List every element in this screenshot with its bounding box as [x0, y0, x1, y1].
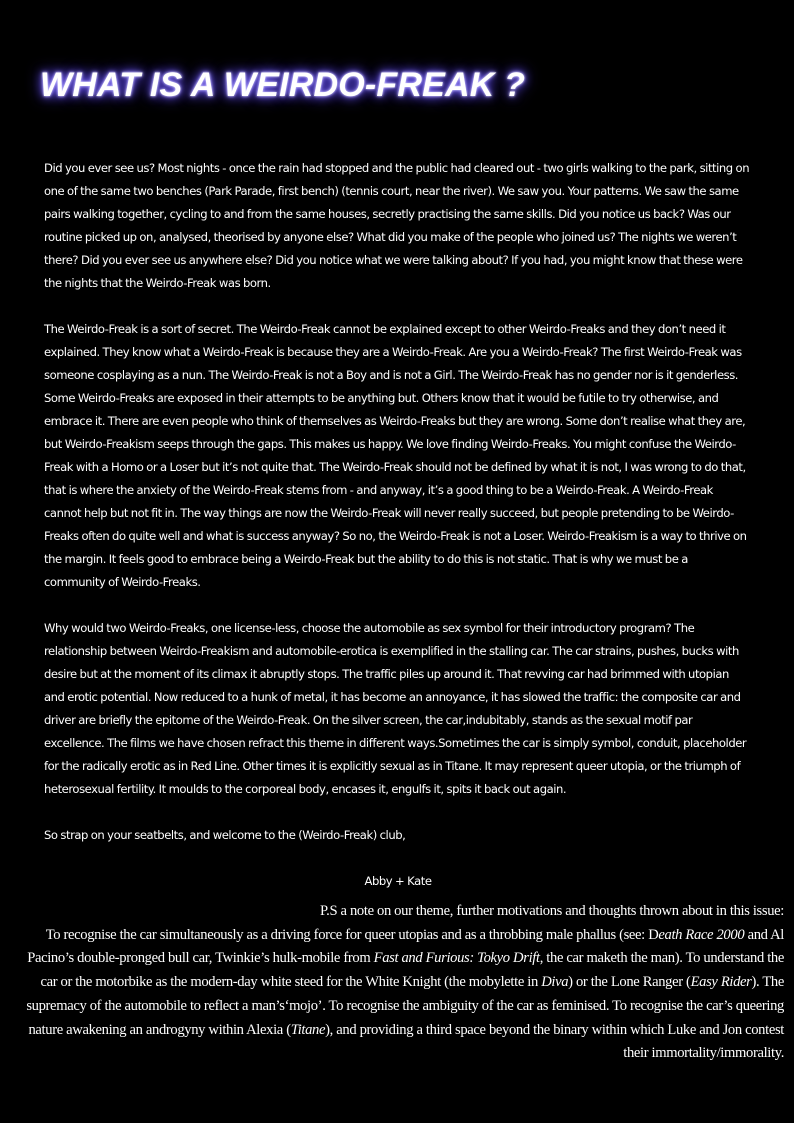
postscript-body [14, 924, 784, 1066]
film-title: Diva [541, 974, 569, 991]
postscript-intro: P.S a note on our theme, further motivations and thoughts thrown about in this issue: [320, 903, 784, 919]
article-body [44, 157, 752, 916]
film-title: Titane [290, 1021, 326, 1038]
paragraph-origin: Did you ever see us? Most nights - once the rain had stopped and the public had cleared out - two girls walking to the park, sitting on one of the same two benches (Park Parade, first bench) (tennis court, near the river). We saw you. Your patterns. We saw the same pairs walking together, cycling to and from the same houses, secretly practising the same skills. Did you notice us back? Was our routine picked up on, analysed, theorised by anyone else? What did you make of the people who joined us? The nights we weren’t there? Did you ever see us anywhere else? Did you notice what we were talking about? If you had, you might know that these were the nights that the Weirdo-Freak was born. [44, 161, 750, 290]
paragraph-automobile: Why would two Weirdo-Freaks, one license-less, choose the automobile as sex symbol for their introductory program? The relationship between Weirdo-Freakism and automobile-erotica is exemplified in the stalling car. The car strains, pushes, bucks with desire but at the moment of its climax it abruptly stops. The traffic piles up around it. That revving car had brimmed with utopian and erotic potential. Now reduced to a hunk of metal, it has become an annoyance, it has slowed the traffic: the composite car and driver are briefly the epitome of the Weirdo-Freak. On the silver screen, the car,indubitably, stands as the sexual motif par excellence. The films we have chosen refract this theme in different ways.Sometimes the car is simply symbol, conduit, placeholder for the radically erotic as in Red Line. Other times it is explicitly sexual as in Titane. It may represent queer utopia, or the triumph of heterosexual fertility. It moulds to the corporeal body, encases it, engulfs it, spits it back out again. [44, 621, 747, 796]
postscript-text: ), and providing a third space beyond the binary within which Luke and Jon contest their immortality/immorality. [325, 1021, 784, 1062]
postscript-text: To recognise the car simultaneously as a driving force for queer utopias and as a throbbing male phallus (see: D [45, 926, 659, 943]
page-title: WHAT IS A WEIRDO-FREAK ? [40, 66, 526, 104]
postscript-text: ). The supremacy of the automobile to reflect a man’s‘mojo’. To recognise the ambiguity of the car as feminised. To recognise the car’s queering nature awakening an androgyny within Alexia ( [26, 974, 784, 1038]
postscript-text: and Al Pacino’s double-pronged bull car, Twinkie’s hulk-mobile from [27, 926, 784, 967]
postscript [14, 900, 784, 1066]
paragraph-definition: The Weirdo-Freak is a sort of secret. The Weirdo-Freak cannot be explained except to other Weirdo-Freaks and they don’t need it explained. They know what a Weirdo-Freak is because they are a Weirdo-Freak. Are you a Weirdo-Freak? The first Weirdo-Freak was someone cosplaying as a nun. The Weirdo-Freak is not a Boy and is not a Girl. The Weirdo-Freak has no gender nor is it genderless. Some Weirdo-Freaks are exposed in their attempts to be anything but. Others know that it would be futile to try otherwise, and embrace it. There are even people who think of themselves as Weirdo-Freaks but they are wrong. Some don’t realise what they are, but Weirdo-Freakism seeps through the gaps. This makes us happy. We love finding Weirdo-Freaks. You might confuse the Weirdo-Freak with a Homo or a Loser but it’s not quite that. The Weirdo-Freak should not be defined by what it is not, I was wrong to do that, that is where the anxiety of the Weirdo-Freak stems from - and anyway, it’s a good thing to be a Weirdo-Freak. A Weirdo-Freak cannot help but not fit in. The way things are now the Weirdo-Freak will never really succeed, but people pretending to be Weirdo-Freaks often do quite well and what is success anyway? So no, the Weirdo-Freak is not a Loser. Weirdo-Freakism is a way to thrive on the margin. It feels good to embrace being a Weirdo-Freak but the ability to do this is not static. That is why we must be a community of Weirdo-Freaks. [44, 322, 747, 589]
signature: Abby + Kate [364, 874, 432, 888]
postscript-text: , the car maketh the man). To understand the car or the motorbike as the modern-day white steed for the White Knight (the mobylette in [40, 950, 784, 991]
film-title: Fast and Furious: Tokyo Drift [373, 950, 540, 967]
paragraph-welcome: So strap on your seatbelts, and welcome to the (Weirdo-Freak) club, [44, 828, 406, 842]
film-title: Easy Rider [690, 974, 752, 991]
film-title: eath Race 2000 [658, 926, 745, 943]
postscript-text: ) or the Lone Ranger ( [568, 974, 691, 991]
